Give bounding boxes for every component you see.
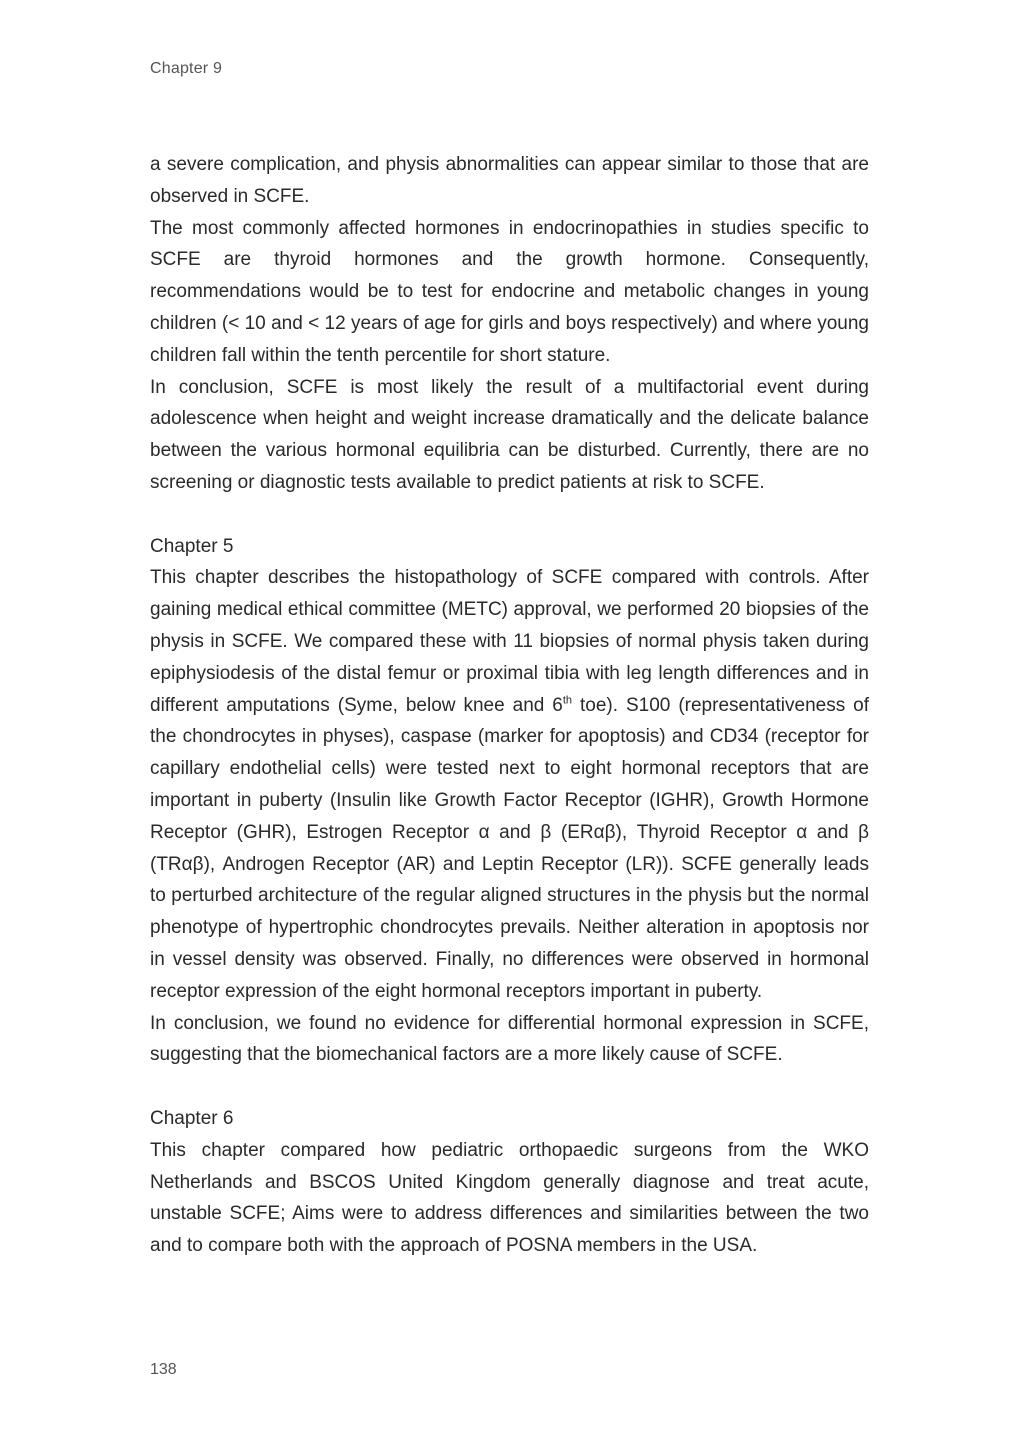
paragraph: a severe complication, and physis abnormalities can appear similar to those that are observed in SCFE. — [150, 154, 869, 207]
paragraph: In conclusion, SCFE is most likely the result of a multifactorial event during adolescence when height and weight increase dramatically and the delicate balance between the various hormonal equilibria can be disturbed. Currently, there are no screening or diagnostic tests available to predict patients at risk to SCFE. — [150, 376, 869, 493]
paragraph: The most commonly affected hormones in endocrinopathies in studies specific to SCFE are thyroid hormones and the growth hormone. Consequently, recommendations would be to test for endocrine and metabolic changes in young children (< 10 and < 12 years of age for girls and boys respectively) and where young children fall within the tenth percentile for short stature. — [150, 217, 869, 366]
ordinal-superscript: th — [562, 694, 573, 707]
chapter-5-text-part1: This chapter describes the histopathology of SCFE compared with controls. After gaining medical ethical committee (METC) approval, we performed 20 biopsies of the physis in SCFE. We compared these with 11 biopsies of normal physis taken during epiphysiodesis of the distal femur or proximal tibia with leg length differences and in different amputations (Syme, below knee and 6 — [150, 567, 869, 716]
chapter-6-paragraph: This chapter compared how pediatric orthopaedic surgeons from the WKO Netherlands and BSCOS United Kingdom generally diagnose and treat acute, unstable SCFE; Aims were to address differences and similarities between the two and to compare both with the approach of POSNA members in the USA. — [150, 1139, 869, 1257]
page-body — [150, 149, 869, 1262]
chapter-5-heading: Chapter 5 — [150, 535, 234, 557]
running-head: Chapter 9 — [150, 60, 223, 77]
chapter-5-paragraph — [150, 562, 869, 1007]
chapter-6-heading: Chapter 6 — [150, 1107, 234, 1129]
chapter-5-conclusion: In conclusion, we found no evidence for differential hormonal expression in SCFE, suggesting that the biomechanical factors are a more likely cause of SCFE. — [150, 1012, 869, 1066]
page-number: 138 — [150, 1361, 177, 1378]
chapter-5-text-part2: toe). S100 (representativeness of the chondrocytes in physes), caspase (marker for apoptosis) and CD34 (receptor for capillary endothelial cells) were tested next to eight hormonal receptors that are important in puberty (Insulin like Growth Factor Receptor (IGHR), Growth Hormone Receptor (GHR), Estrogen Receptor α and β (ERαβ), Thyroid Receptor α and β (TRαβ), Androgen Receptor (AR) and Leptin Receptor (LR)). SCFE generally leads to perturbed architecture of the regular aligned structures in the physis but the normal phenotype of hypertrophic chondrocytes prevails. Neither alteration in apoptosis nor in vessel density was observed. Finally, no differences were observed in hormonal receptor expression of the eight hormonal receptors important in puberty. — [150, 694, 870, 1002]
